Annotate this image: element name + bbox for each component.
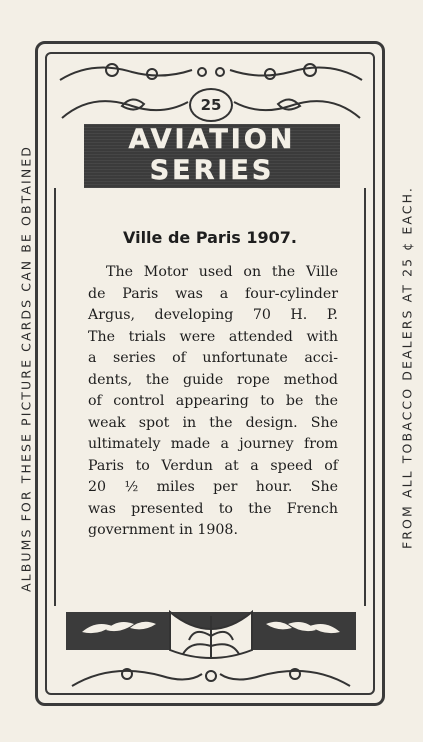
description-line: ultimately made a journey from — [88, 436, 338, 452]
card-heading: Ville de Paris 1907. — [122, 228, 298, 247]
description-line: de Paris was a four-cylinder — [88, 285, 338, 302]
description-line: of control appearing to be the — [88, 393, 338, 409]
description-line: weak spot in the design. She — [88, 414, 338, 431]
description-line: was presented to the French — [88, 500, 338, 517]
description-line: Paris to Verdun at a speed of — [88, 457, 338, 474]
palmette-ornament-icon — [52, 606, 370, 698]
series-title-line1: AVIATION — [128, 124, 296, 155]
description-line: government in 1908. — [88, 522, 238, 538]
card-number-badge: 25 — [189, 88, 233, 122]
description-line: 20 ½ miles per hour. She — [88, 479, 338, 495]
series-title-block — [84, 124, 340, 188]
card-description — [88, 262, 338, 542]
description-line: dents, the guide rope method — [88, 371, 338, 388]
series-title-line2: SERIES — [149, 155, 275, 186]
right-margin-text: FROM ALL TOBACCO DEALERS AT 25 ¢ EACH. — [399, 186, 415, 550]
description-line: The Motor used on the Ville — [106, 264, 338, 280]
description-line: a series of unfortunate acci- — [88, 350, 338, 366]
description-line: Argus, developing 70 H. P. — [88, 307, 338, 323]
left-margin-text: ALBUMS FOR THESE PICTURE CARDS CAN BE OBTAINED — [18, 145, 34, 592]
description-line: The trials were attended with — [88, 328, 338, 345]
